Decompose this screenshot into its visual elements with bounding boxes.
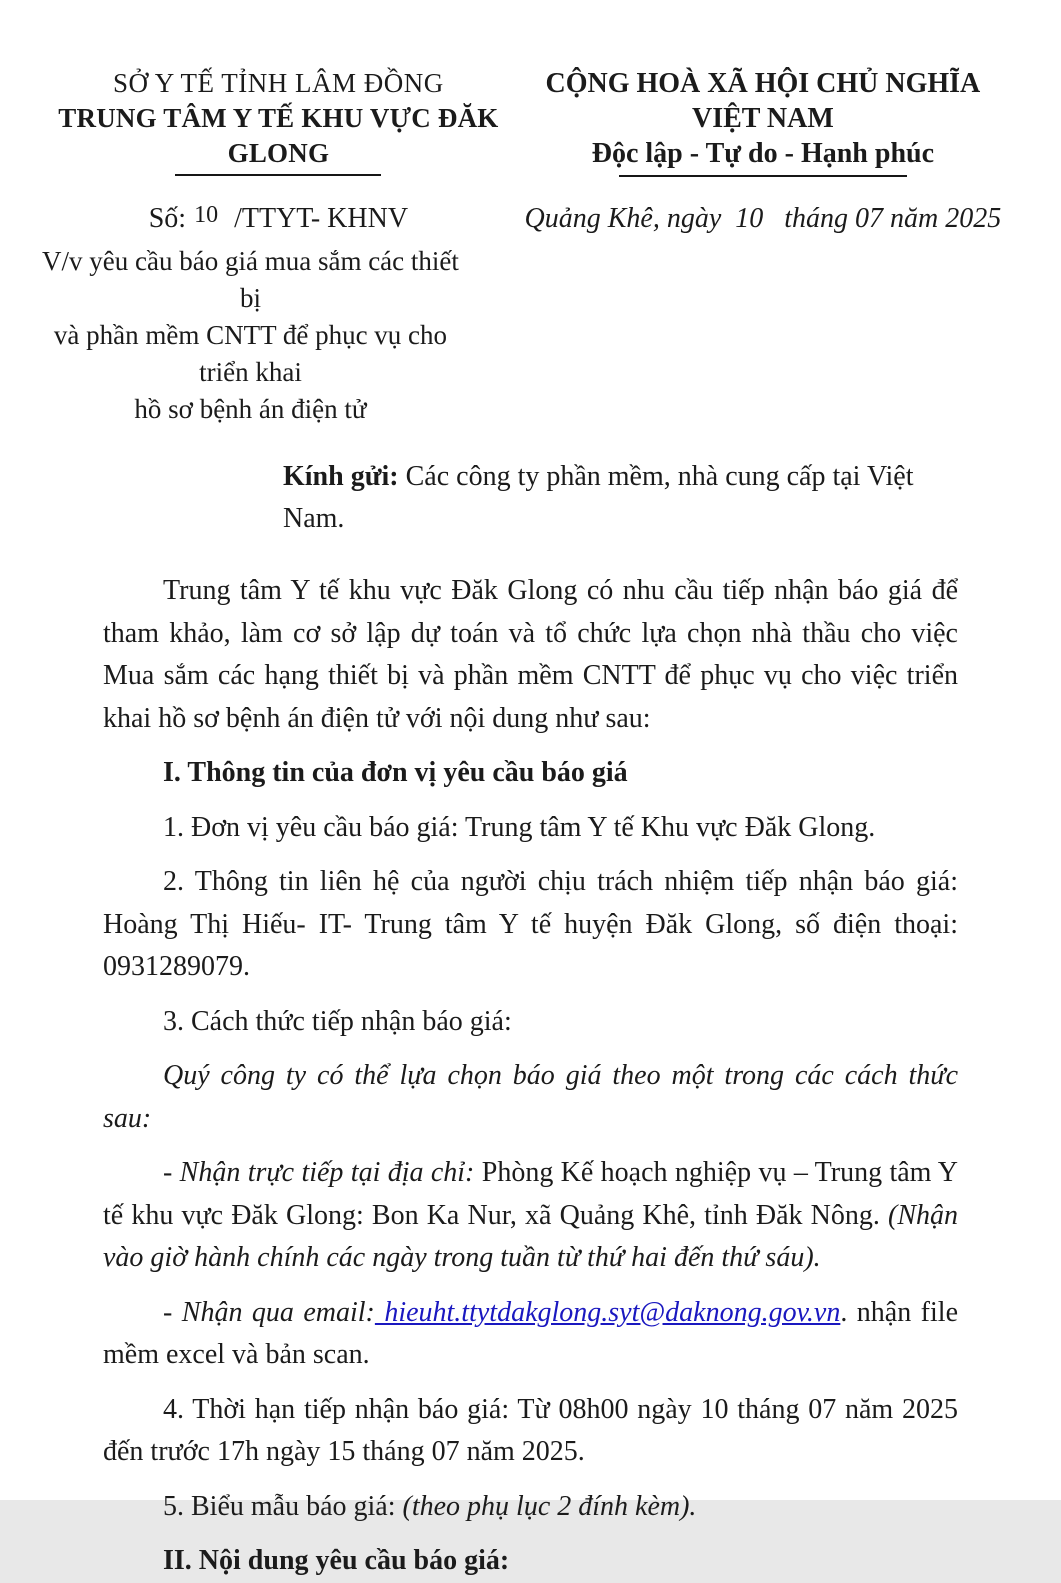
place-date-line: Quảng Khê, ngày 10 tháng 07 năm 2025 [524, 203, 1002, 234]
section2-heading: II. Nội dung yêu cầu báo giá: [163, 1545, 510, 1576]
letterhead [41, 66, 1010, 177]
subject-line-3: hồ sơ bệnh án điện tử [134, 394, 367, 424]
method-email-paragraph [103, 1292, 958, 1377]
item5-label: 5. Biểu mẫu báo giá: [163, 1490, 403, 1522]
salutation-label: Kính gửi: [283, 461, 399, 492]
national-motto: Độc lập - Tự do - Hạnh phúc [591, 138, 935, 169]
national-header-block [516, 66, 1010, 177]
section1-item5 [103, 1486, 958, 1529]
section1-note: Quý công ty có thể lựa chọn báo giá theo một trong các cách thức sau: [103, 1060, 958, 1134]
item5-note: (theo phụ lục 2 đính kèm). [402, 1490, 697, 1522]
org-underline [175, 174, 381, 176]
doc-subject [41, 243, 460, 428]
section1-item3: 3. Cách thức tiếp nhận báo giá: [163, 1005, 512, 1037]
doc-number-label: Số: [148, 203, 187, 234]
subject-line-1: V/v yêu cầu báo giá mua sắm các thiết bị [42, 246, 459, 313]
method-direct-label: - Nhận trực tiếp tại địa chỉ: [163, 1157, 475, 1188]
method-direct-note: (Nhận vào giờ hành chính các ngày trong tuần từ thứ hai đến thứ sáu). [103, 1199, 958, 1273]
intro-paragraph: Trung tâm Y tế khu vực Đăk Glong có nhu cầu tiếp nhận báo giá để tham khảo, làm cơ sở lập dự toán và tổ chức lựa chọn nhà thầu cho việc Mua sắm các hạng thiết bị và phần mềm CNTT để phục vụ cho việc triển khai hồ sơ bệnh án điện tử với nội dung như sau: [103, 575, 958, 734]
section1-item1: 1. Đơn vị yêu cầu báo giá: Trung tâm Y tế Khu vực Đăk Glong. [163, 811, 876, 843]
salutation-text: Các công ty phần mềm, nhà cung cấp tại Việt Nam. [283, 461, 914, 534]
method-email-after: . nhận file mềm excel và bản scan. [103, 1296, 958, 1370]
parent-org-name: SỞ Y TẾ TỈNH LÂM ĐỒNG [113, 68, 444, 98]
salutation-line [103, 456, 958, 540]
method-email-label: - Nhận qua email: [163, 1296, 375, 1328]
method-direct-text: Phòng Kế hoạch nghiệp vụ – Trung tâm Y tế khu vực Đăk Glong: Bon Ka Nur, xã Quảng Khê, tỉnh Đăk Nông. [103, 1157, 959, 1231]
section1-item2: 2. Thông tin liên hệ của người chịu trách nhiệm tiếp nhận báo giá: Hoàng Thị Hiếu- IT- Trung tâm Y tế huyện Đăk Glong, số điện thoại: 0931289079. [103, 866, 958, 982]
doc-meta-row [41, 203, 1010, 235]
subject-line-2: và phần mềm CNTT để phục vụ cho triển khai [53, 320, 448, 387]
email-link[interactable]: hieuht.ttytdakglong.syt@daknong.gov.vn [374, 1296, 841, 1328]
section1-heading: I. Thông tin của đơn vị yêu cầu báo giá [163, 757, 628, 788]
issuing-org-block [41, 66, 516, 177]
motto-underline [619, 175, 907, 177]
method-direct-paragraph [103, 1152, 958, 1280]
org-name: TRUNG TÂM Y TẾ KHU VỰC ĐĂK GLONG [58, 103, 499, 168]
doc-number-value: 10 [194, 202, 219, 228]
doc-number-line [41, 203, 516, 235]
doc-number-suffix: /TTYT- KHNV [234, 203, 409, 234]
national-title: CỘNG HOÀ XÃ HỘI CHỦ NGHĨA VIỆT NAM [545, 68, 981, 134]
section1-item4: 4. Thời hạn tiếp nhận báo giá: Từ 08h00 ngày 10 tháng 07 năm 2025 đến trước 17h ngày 15 tháng 07 năm 2025. [103, 1393, 958, 1467]
